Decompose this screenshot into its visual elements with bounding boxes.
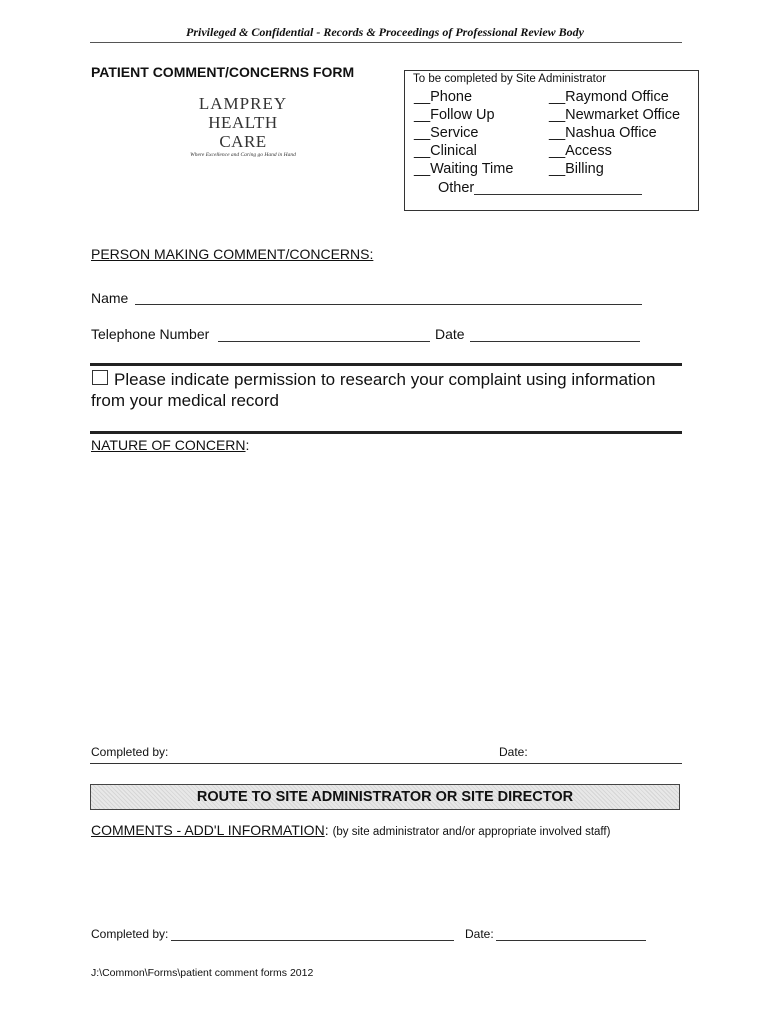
option-newmarket-office[interactable]: __Newmarket Office bbox=[549, 107, 681, 123]
nature-date-label: Date: bbox=[499, 745, 528, 759]
admin-box-heading: To be completed by Site Administrator bbox=[413, 73, 607, 85]
comments-heading-colon: : bbox=[324, 822, 329, 838]
option-raymond-office[interactable]: __Raymond Office bbox=[549, 89, 669, 105]
name-label: Name bbox=[91, 290, 129, 306]
nature-completed-by-label: Completed by: bbox=[91, 745, 169, 759]
comments-heading-row bbox=[91, 822, 610, 838]
comments-date-label: Date: bbox=[465, 927, 494, 941]
option-service[interactable]: __Service bbox=[414, 125, 479, 141]
person-date-field[interactable] bbox=[470, 341, 640, 342]
logo-line-1: LAMPREY bbox=[198, 94, 288, 113]
telephone-label: Telephone Number bbox=[91, 326, 210, 342]
option-clinical[interactable]: __Clinical bbox=[414, 143, 477, 159]
telephone-field[interactable] bbox=[218, 341, 430, 342]
nature-heading-colon: : bbox=[245, 437, 250, 453]
section-divider-2 bbox=[90, 431, 682, 434]
permission-text: Please indicate permission to research your complaint using information from your medical record bbox=[91, 370, 656, 410]
header-rule bbox=[90, 42, 682, 43]
option-other-label: Other bbox=[438, 180, 475, 196]
comments-area[interactable] bbox=[90, 845, 682, 915]
confidentiality-header: Privileged & Confidential - Records & Proceedings of Professional Review Body bbox=[186, 25, 584, 39]
comments-completed-by-field[interactable] bbox=[171, 940, 454, 941]
person-section-heading: PERSON MAKING COMMENT/CONCERNS: bbox=[91, 246, 374, 262]
option-access[interactable]: __Access bbox=[549, 143, 612, 159]
nature-of-concern-area[interactable] bbox=[90, 462, 682, 732]
nature-bottom-rule bbox=[90, 763, 682, 764]
nature-of-concern-heading bbox=[91, 437, 249, 453]
comments-completed-by-label: Completed by: bbox=[91, 927, 169, 941]
form-title: PATIENT COMMENT/CONCERNS FORM bbox=[91, 64, 355, 80]
section-divider-1 bbox=[90, 363, 682, 366]
comments-heading: COMMENTS - ADD'L INFORMATION bbox=[91, 822, 325, 838]
option-follow-up[interactable]: __Follow Up bbox=[414, 107, 495, 123]
footer-file-path: J:\Common\Forms\patient comment forms 2012 bbox=[91, 967, 314, 979]
option-waiting-time[interactable]: __Waiting Time bbox=[414, 161, 514, 177]
person-date-label: Date bbox=[435, 326, 465, 342]
logo-line-2: HEALTH CARE bbox=[208, 113, 278, 151]
name-field[interactable] bbox=[135, 304, 642, 305]
comments-note: (by site administrator and/or appropriate involved staff) bbox=[332, 826, 611, 838]
comments-date-field[interactable] bbox=[496, 940, 646, 941]
other-input-line[interactable] bbox=[474, 194, 642, 195]
option-billing[interactable]: __Billing bbox=[549, 161, 604, 177]
nature-heading-text: NATURE OF CONCERN bbox=[91, 437, 246, 453]
option-nashua-office[interactable]: __Nashua Office bbox=[549, 125, 657, 141]
option-phone[interactable]: __Phone bbox=[414, 89, 473, 105]
route-banner: ROUTE TO SITE ADMINISTRATOR OR SITE DIRECTOR bbox=[90, 784, 680, 810]
logo-tagline: Where Excellence and Caring go Hand in Hand bbox=[190, 152, 296, 158]
organization-logo bbox=[183, 94, 303, 159]
